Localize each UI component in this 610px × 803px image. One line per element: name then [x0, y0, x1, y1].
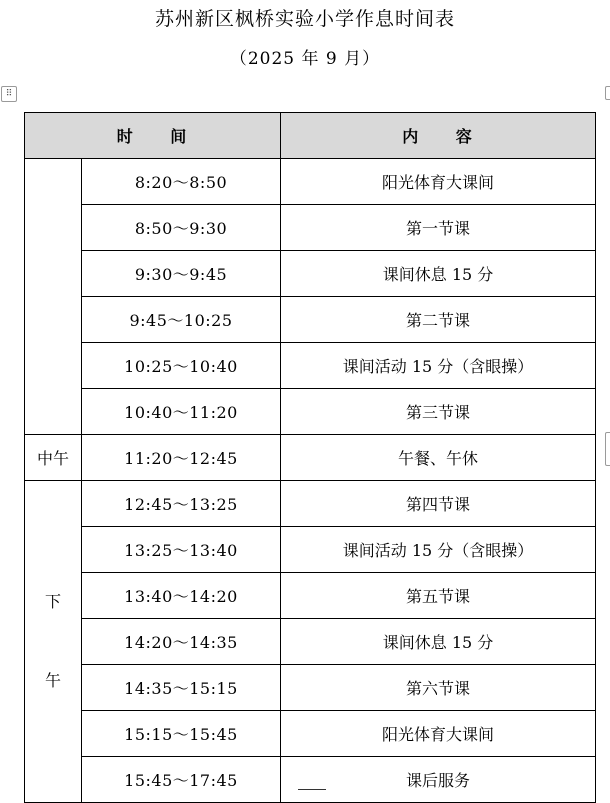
page-title: 苏州新区枫桥实验小学作息时间表 [154, 8, 455, 30]
content-cell: 第一节课 [281, 205, 596, 251]
content-cell: 第五节课 [281, 573, 596, 619]
content-cell: 午餐、午休 [281, 435, 596, 481]
time-cell: 10:25～10:40 [82, 343, 281, 389]
content-cell: 第六节课 [281, 665, 596, 711]
table-row [25, 711, 596, 757]
content-cell: 课间活动 15 分（含眼操） [281, 527, 596, 573]
content-cell: 第四节课 [281, 481, 596, 527]
period-noon: 中午 [25, 435, 82, 481]
content-cell: 课后服务 [281, 757, 596, 803]
content-cell: 阳光体育大课间 [281, 711, 596, 757]
resize-handle-middle[interactable] [605, 432, 610, 466]
time-cell: 8:20～8:50 [82, 159, 281, 205]
table-row [25, 527, 596, 573]
schedule-table [24, 112, 596, 803]
time-cell: 14:20～14:35 [82, 619, 281, 665]
resize-handle-top[interactable] [605, 86, 610, 100]
time-cell: 10:40～11:20 [82, 389, 281, 435]
table-row [25, 481, 596, 527]
content-cell: 第三节课 [281, 389, 596, 435]
time-cell: 14:35～15:15 [82, 665, 281, 711]
header-time: 时 间 [25, 113, 281, 159]
table-row [25, 435, 596, 481]
content-cell: 课间活动 15 分（含眼操） [281, 343, 596, 389]
content-cell: 阳光体育大课间 [281, 159, 596, 205]
header-content: 内 容 [281, 113, 596, 159]
move-handle-icon[interactable]: ⠿ [1, 86, 17, 102]
table-row [25, 619, 596, 665]
period-afternoon-char-2: 午 [44, 671, 61, 690]
table-row [25, 573, 596, 619]
time-cell: 13:40～14:20 [82, 573, 281, 619]
time-cell: 9:30～9:45 [82, 251, 281, 297]
time-cell: 15:15～15:45 [82, 711, 281, 757]
table-row [25, 297, 596, 343]
time-cell: 11:20～12:45 [82, 435, 281, 481]
period-afternoon-char-1: 下 [44, 592, 61, 611]
table-row [25, 343, 596, 389]
table-row [25, 205, 596, 251]
table-row [25, 757, 596, 803]
period-afternoon [25, 481, 82, 803]
table-header-row [25, 113, 596, 159]
content-cell: 第二节课 [281, 297, 596, 343]
time-cell: 9:45～10:25 [82, 297, 281, 343]
table-row [25, 251, 596, 297]
time-cell: 12:45～13:25 [82, 481, 281, 527]
table-row [25, 665, 596, 711]
period-morning [25, 159, 82, 435]
time-cell: 13:25～13:40 [82, 527, 281, 573]
table-row [25, 389, 596, 435]
content-cell: 课间休息 15 分 [281, 619, 596, 665]
content-cell: 课间休息 15 分 [281, 251, 596, 297]
page-subtitle: （2025 年 9 月） [229, 49, 381, 69]
table-row [25, 159, 596, 205]
time-cell: 8:50～9:30 [82, 205, 281, 251]
time-cell: 15:45～17:45 [82, 757, 281, 803]
